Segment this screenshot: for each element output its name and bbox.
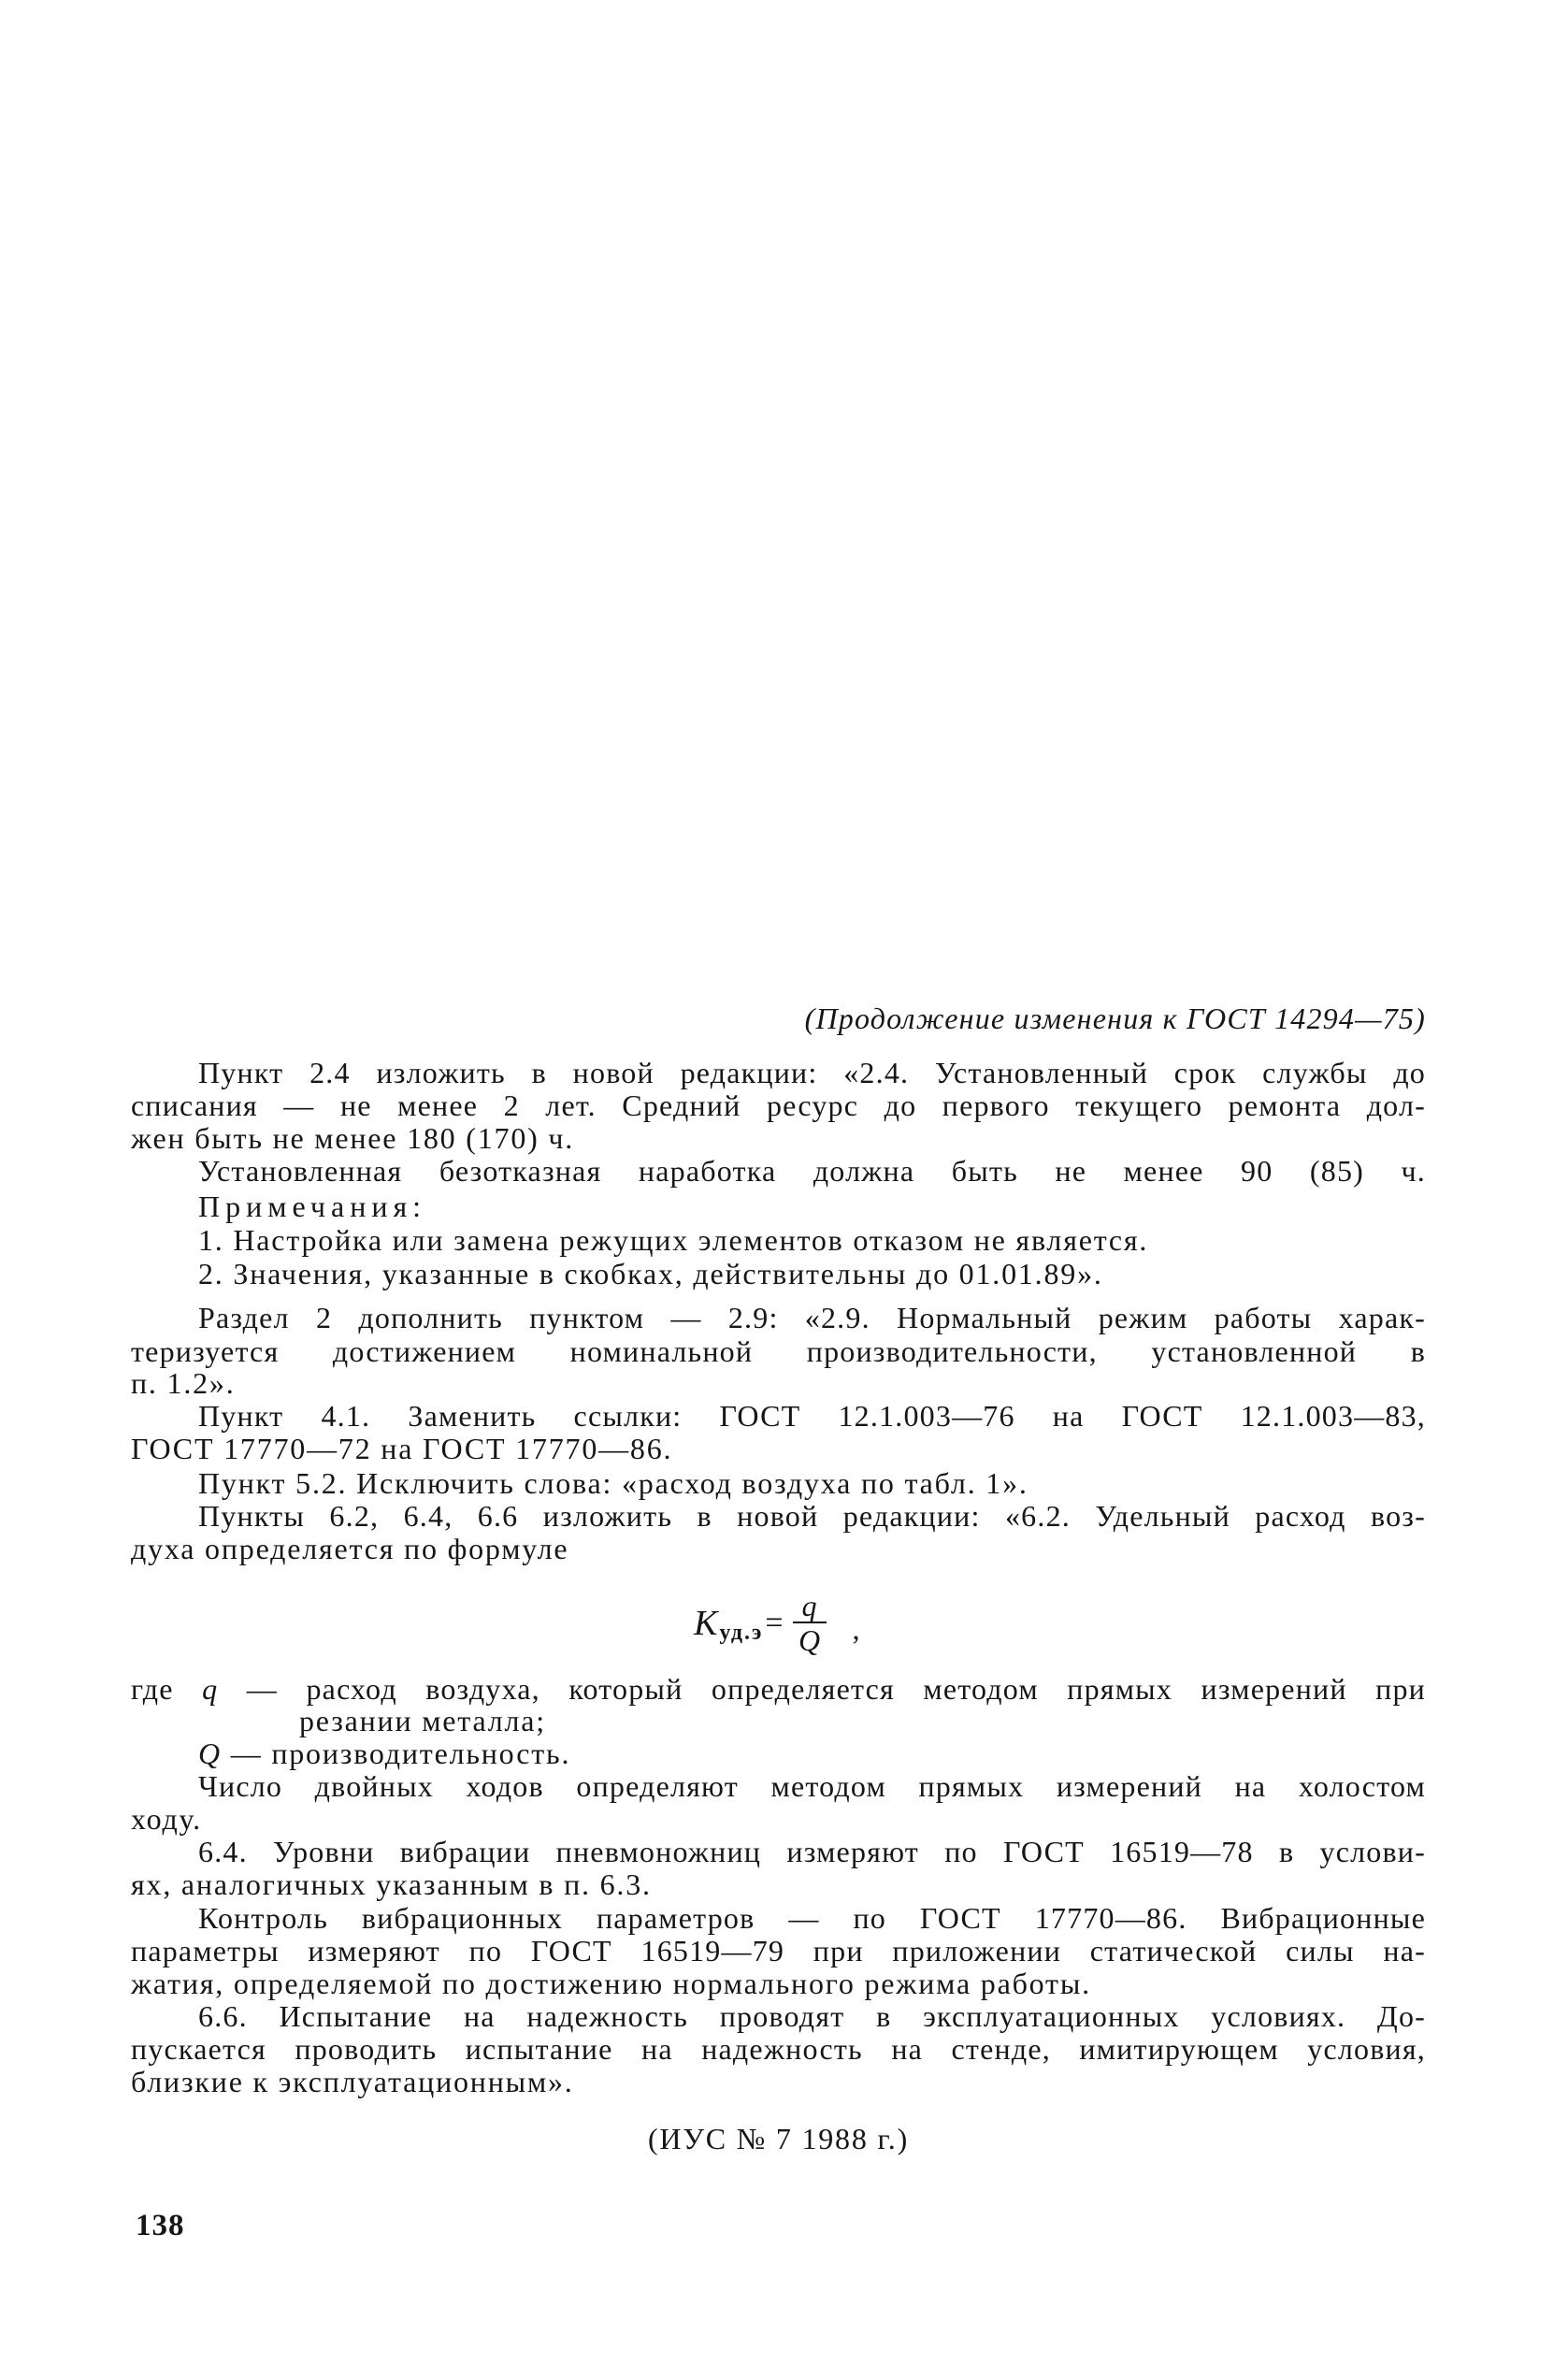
- where-Q-line: [198, 1737, 1426, 1770]
- item-2-4-line-1: Пункт 2.4 изложить в новой редакции: «2.4. Установленный срок службы до: [198, 1056, 1426, 1089]
- item-6-4-line-2: ях, аналогичных указанным в п. 6.3.: [131, 1867, 652, 1901]
- vibration-control-line-3: жатия, определяемой по достижению нормального режима работы.: [131, 1967, 1091, 2000]
- where-q-continuation: резании металла;: [299, 1704, 546, 1737]
- formula-denominator: Q: [798, 1623, 821, 1657]
- where-Q-text: — производительность.: [230, 1737, 571, 1770]
- formula-numerator: q: [793, 1590, 827, 1623]
- item-5-2-line: Пункт 5.2. Исключить слова: «расход воздуха по табл. 1».: [198, 1466, 1029, 1500]
- where-q-symbol: q: [202, 1672, 219, 1706]
- page-number: 138: [136, 2209, 185, 2242]
- note-1: 1. Настройка или замена режущих элементов отказом не является.: [198, 1223, 1149, 1257]
- item-4-1-line-2: ГОСТ 17770—72 на ГОСТ 17770—86.: [131, 1432, 673, 1465]
- double-strokes-line-2: ходу.: [131, 1802, 202, 1836]
- item-2-4-line-2: списания — не менее 2 лет. Средний ресурс до первого текущего ремонта дол-: [131, 1088, 1426, 1122]
- item-4-1-line-1: Пункт 4.1. Заменить ссылки: ГОСТ 12.1.003—76 на ГОСТ 12.1.003—83,: [198, 1399, 1426, 1433]
- item-6-4-line-1: 6.4. Уровни вибрации пневмоножниц измеряют по ГОСТ 16519—78 в услови-: [198, 1835, 1426, 1868]
- item-6-6-line-3: близкие к эксплуатационным».: [131, 2065, 574, 2098]
- item-6-6-line-1: 6.6. Испытание на надежность проводят в эксплуатационных условиях. До-: [198, 1999, 1426, 2033]
- formula-fraction: [793, 1590, 827, 1657]
- formula-punctuation: ,: [852, 1611, 860, 1646]
- item-6-6-line-2: пускается проводить испытание на надежность на стенде, имитирующем условия,: [131, 2032, 1426, 2066]
- item-2-4-mtbf-line: Установленная безотказная наработка должна быть не менее 90 (85) ч.: [198, 1154, 1426, 1188]
- where-Q-symbol: Q: [198, 1737, 222, 1770]
- notes-heading: Примечания:: [198, 1189, 427, 1223]
- formula-symbol: K: [694, 1604, 718, 1643]
- section-2-addition-line-2: теризуется достижением номинальной производительности, установленной в: [131, 1334, 1426, 1368]
- where-lead: где: [131, 1672, 174, 1706]
- vibration-control-line-1: Контроль вибрационных параметров — по ГОСТ 17770—86. Вибрационные: [198, 1901, 1426, 1935]
- items-6-line-2: духа определяется по формуле: [131, 1532, 569, 1565]
- formula-subscript: уд.э: [719, 1620, 764, 1645]
- items-6-line-1: Пункты 6.2, 6.4, 6.6 изложить в новой редакции: «6.2. Удельный расход воз-: [198, 1499, 1426, 1533]
- where-q-line: [131, 1672, 1426, 1706]
- double-strokes-line-1: Число двойных ходов определяют методом прямых измерений на холостом: [198, 1769, 1426, 1803]
- where-q-text: — расход воздуха, который определяется методом прямых измерений при: [246, 1672, 1427, 1706]
- note-2: 2. Значения, указанные в скобках, действительны до 01.01.89».: [198, 1257, 1103, 1290]
- specific-air-consumption-formula: [694, 1585, 860, 1662]
- formula-operator: =: [765, 1606, 784, 1640]
- item-2-4-line-3: жен быть не менее 180 (170) ч.: [131, 1121, 575, 1155]
- continuation-header: (Продолжение изменения к ГОСТ 14294—75): [804, 1002, 1426, 1035]
- section-2-addition-line-1: Раздел 2 дополнить пунктом — 2.9: «2.9. Нормальный режим работы харак-: [198, 1301, 1426, 1334]
- source-note: (ИУС № 7 1988 г.): [647, 2122, 910, 2155]
- section-2-addition-line-3: п. 1.2».: [131, 1366, 236, 1400]
- vibration-control-line-2: параметры измеряют по ГОСТ 16519—79 при приложении статической силы на-: [131, 1934, 1426, 1968]
